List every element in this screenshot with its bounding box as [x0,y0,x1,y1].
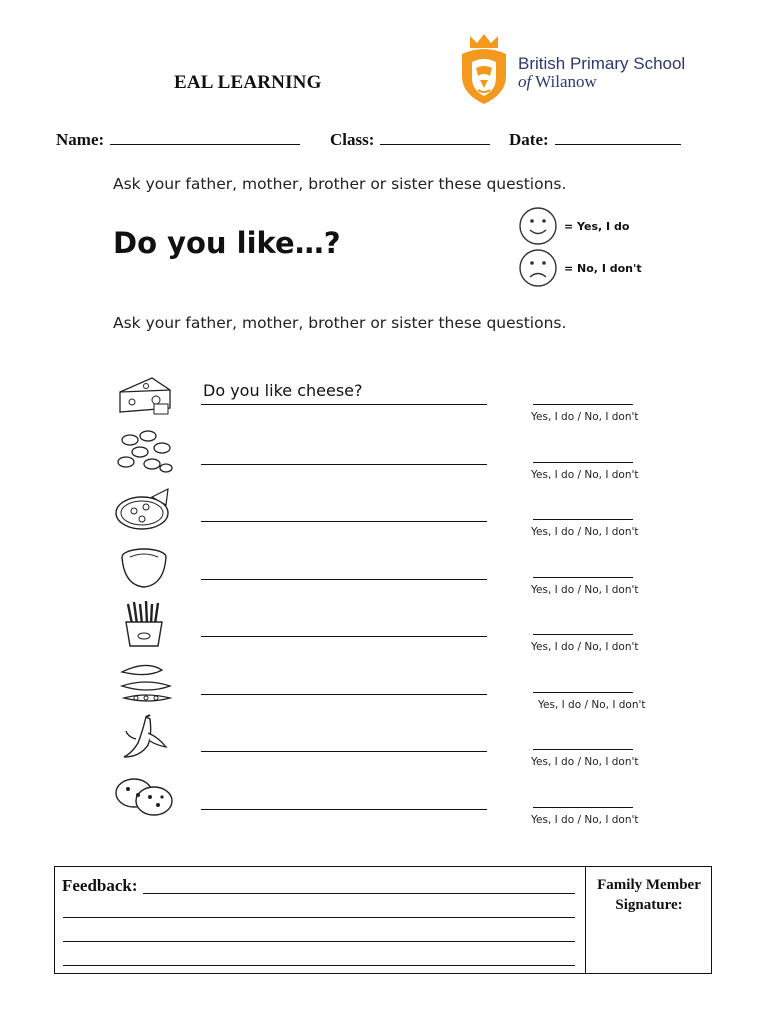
response-line[interactable] [533,807,633,808]
question-answer-line[interactable] [201,579,487,580]
instruction-top: Ask your father, mother, brother or sister these questions. [113,175,567,193]
response-hint: Yes, I do / No, I don't [531,583,639,596]
legend-no: = No, I don't [564,262,642,275]
feedback-line[interactable] [63,917,575,918]
instruction-second: Ask your father, mother, brother or sister these questions. [113,314,567,332]
response-line[interactable] [533,519,633,520]
name-blank[interactable] [110,130,300,145]
legend-yes: = Yes, I do [564,220,630,233]
soup-bowl-icon [112,541,176,591]
question-answer-line[interactable] [201,521,487,522]
question-answer-line[interactable] [201,636,487,637]
date-blank[interactable] [555,130,681,145]
name-label: Name: [56,130,105,149]
question-answer-line[interactable] [201,809,487,810]
page-title: EAL LEARNING [174,72,322,93]
response-line[interactable] [533,634,633,635]
feedback-label: Feedback: [62,876,138,895]
question-answer-line[interactable] [201,751,487,752]
pizza-icon [112,483,176,533]
response-hint: Yes, I do / No, I don't [531,468,639,481]
response-line[interactable] [533,577,633,578]
signature-label: Family Member Signature: [597,877,701,913]
class-blank[interactable] [380,130,490,145]
date-label: Date: [509,130,549,149]
school-name-wilanow: Wilanow [531,72,597,91]
response-hint: Yes, I do / No, I don't [531,756,639,768]
class-field[interactable] [330,130,490,150]
cookies-icon [112,771,176,821]
response-line[interactable] [533,749,633,750]
main-heading: Do you like…? [113,226,341,260]
school-name-line1: British Primary School [518,54,686,73]
response-line[interactable] [533,404,633,405]
name-field[interactable] [56,130,300,150]
response-hint: Yes, I do / No, I don't [531,411,639,423]
feedback-divider [585,867,586,973]
sad-face-icon [518,248,558,288]
happy-face-icon [518,206,558,246]
question-answer-line[interactable] [201,694,487,695]
fries-icon [112,598,176,648]
response-line[interactable] [533,692,633,693]
response-hint: Yes, I do / No, I don't [531,641,639,653]
question-answer-line[interactable] [201,404,487,405]
feedback-line[interactable] [143,893,575,894]
peppers-icon [112,656,176,706]
question-answer-line[interactable] [201,464,487,465]
banana-icon [112,713,176,763]
response-hint: Yes, I do / No, I don't [531,526,639,538]
cheese-icon [112,368,176,418]
response-line[interactable] [533,462,633,463]
feedback-box [54,866,712,974]
response-hint: Yes, I do / No, I don't [538,698,646,711]
feedback-line[interactable] [63,941,575,942]
date-field[interactable] [509,130,681,150]
school-name-of: of [518,72,532,91]
lion-crest-icon [456,32,512,106]
question-text: Do you like cheese? [203,381,363,400]
school-name-line2 [518,72,597,92]
response-hint: Yes, I do / No, I don't [531,813,639,826]
beans-icon [112,426,176,476]
feedback-line[interactable] [63,965,575,966]
class-label: Class: [330,130,375,149]
